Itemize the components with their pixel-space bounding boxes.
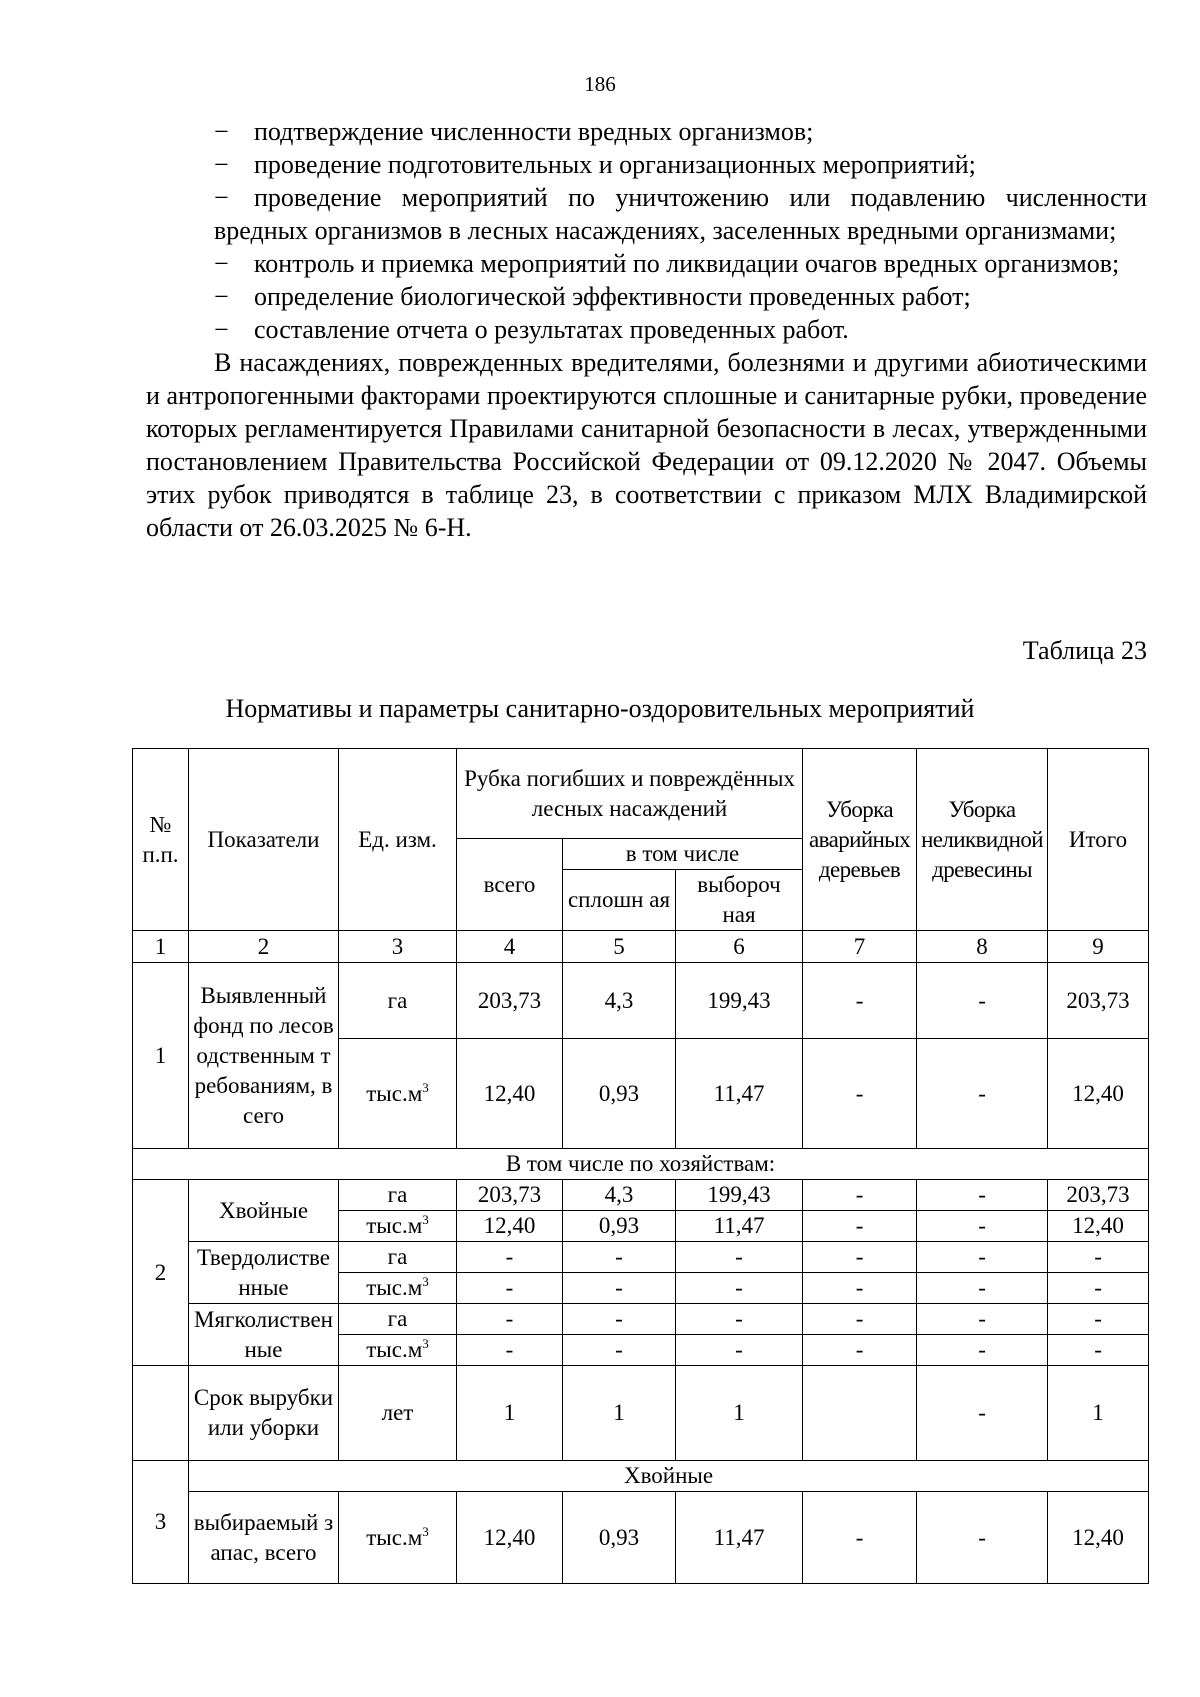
cell-value: - bbox=[917, 1242, 1048, 1273]
col-number: 9 bbox=[1048, 931, 1149, 963]
cell-value: 203,73 bbox=[1048, 963, 1149, 1039]
cell-value: 11,47 bbox=[676, 1492, 803, 1584]
cell-value: 1 bbox=[457, 1366, 563, 1461]
cell-value: - bbox=[803, 963, 917, 1039]
header-including: в том числе bbox=[563, 839, 803, 870]
col-number: 8 bbox=[917, 931, 1048, 963]
cell-value: 199,43 bbox=[676, 963, 803, 1039]
row-num: 1 bbox=[133, 963, 189, 1149]
cell-value: - bbox=[803, 1335, 917, 1366]
row-unit: га bbox=[339, 1242, 457, 1273]
bullet-item: − подтверждение численности вредных организмов; bbox=[214, 117, 814, 146]
row-unit: $тыс.м^3$ bbox=[339, 1492, 457, 1584]
cell-value: 4,3 bbox=[563, 963, 676, 1039]
table-label: Таблица 23 bbox=[1022, 636, 1147, 665]
group-label: Твердолиственные bbox=[189, 1242, 339, 1304]
header-nonliquid: Уборка неликвидной древесины bbox=[917, 749, 1048, 931]
cell-value: - bbox=[803, 1304, 917, 1335]
dash-marker: − bbox=[214, 282, 229, 311]
header-num: № п.п. bbox=[133, 749, 189, 931]
cell-value: 0,93 bbox=[563, 1492, 676, 1584]
norms-table bbox=[132, 748, 1149, 1584]
table-row bbox=[133, 1180, 1149, 1211]
cell-value: 11,47 bbox=[676, 1211, 803, 1242]
cell-value: - bbox=[917, 1180, 1048, 1211]
header-selective: выбороч ная bbox=[676, 870, 803, 931]
cell-value: 0,93 bbox=[563, 1039, 676, 1149]
dash-marker: − bbox=[214, 183, 229, 212]
cell-value: - bbox=[457, 1273, 563, 1304]
row-label: Выявленный фонд по лесоводственным требованиям, всего bbox=[189, 963, 339, 1149]
row-label: выбираемый запас, всего bbox=[189, 1492, 339, 1584]
cell-value: 11,47 bbox=[676, 1039, 803, 1149]
row-unit: лет bbox=[339, 1366, 457, 1461]
cell-value: 12,40 bbox=[1048, 1492, 1149, 1584]
header-unit: Ед. изм. bbox=[339, 749, 457, 931]
row-label: Срок вырубки или уборки bbox=[189, 1366, 339, 1461]
header-total-all: всего bbox=[457, 839, 563, 931]
group-label: Мягколиственные bbox=[189, 1304, 339, 1366]
bullet-item: − составление отчета о результатах проведенных работ. bbox=[214, 315, 849, 344]
row-num: 3 bbox=[133, 1461, 189, 1584]
cell-value: - bbox=[563, 1335, 676, 1366]
header-felling: Рубка погибших и повреждённых лесных насаждений bbox=[457, 749, 803, 839]
row-unit: $тыс.м^3$ bbox=[339, 1273, 457, 1304]
col-number: 2 bbox=[189, 931, 339, 963]
cell-value: - bbox=[917, 1039, 1048, 1149]
table-title: Нормативы и параметры санитарно-оздоровительных мероприятий bbox=[225, 694, 975, 723]
cell-value: - bbox=[917, 963, 1048, 1039]
cell-value: 12,40 bbox=[457, 1039, 563, 1149]
table-row bbox=[133, 1366, 1149, 1461]
header-indicators: Показатели bbox=[189, 749, 339, 931]
cell-value: - bbox=[1048, 1335, 1149, 1366]
farms-caption: В том числе по хозяйствам: bbox=[133, 1149, 1149, 1180]
cell-value: - bbox=[1048, 1242, 1149, 1273]
caption-row bbox=[133, 1149, 1149, 1180]
cell-value: - bbox=[917, 1273, 1048, 1304]
col-number: 7 bbox=[803, 931, 917, 963]
cell-value: 4,3 bbox=[563, 1180, 676, 1211]
column-number-row bbox=[133, 931, 1149, 963]
bullet-item: − проведение подготовительных и организационных мероприятий; bbox=[214, 150, 976, 179]
cell-value: - bbox=[803, 1492, 917, 1584]
row-unit: га bbox=[339, 1304, 457, 1335]
cell-value: 1 bbox=[676, 1366, 803, 1461]
table-header-row bbox=[133, 749, 1149, 839]
cell-value: 203,73 bbox=[1048, 1180, 1149, 1211]
cell-value: - bbox=[917, 1366, 1048, 1461]
body-text bbox=[146, 115, 1147, 544]
table-row bbox=[133, 1304, 1149, 1335]
header-total: Итого bbox=[1048, 749, 1149, 931]
cell-value: - bbox=[563, 1273, 676, 1304]
bullet-item: − определение биологической эффективности проведенных работ; bbox=[214, 282, 971, 311]
header-clear: сплошн ая bbox=[563, 870, 676, 931]
dash-marker: − bbox=[214, 315, 229, 344]
cell-value: - bbox=[803, 1242, 917, 1273]
cell-value: - bbox=[563, 1242, 676, 1273]
table-row bbox=[133, 963, 1149, 1039]
page-number: 186 bbox=[584, 72, 616, 96]
col-number: 5 bbox=[563, 931, 676, 963]
row-num bbox=[133, 1366, 189, 1461]
col-number: 3 bbox=[339, 931, 457, 963]
cell-value: - bbox=[803, 1211, 917, 1242]
row-unit: $тыс.м^3$ bbox=[339, 1039, 457, 1149]
cell-value: 12,40 bbox=[457, 1211, 563, 1242]
header-emergency: Уборка аварийных деревьев bbox=[803, 749, 917, 931]
cell-value: 203,73 bbox=[457, 963, 563, 1039]
group-label: Хвойные bbox=[189, 1180, 339, 1242]
dash-marker: − bbox=[214, 249, 229, 278]
cell-value bbox=[803, 1366, 917, 1461]
row-unit: га bbox=[339, 1180, 457, 1211]
cell-value: - bbox=[1048, 1273, 1149, 1304]
col-number: 4 bbox=[457, 931, 563, 963]
row-unit: $тыс.м^3$ bbox=[339, 1211, 457, 1242]
row-num: 2 bbox=[133, 1180, 189, 1366]
cell-value: - bbox=[457, 1304, 563, 1335]
cell-value: - bbox=[563, 1304, 676, 1335]
dash-marker: − bbox=[214, 150, 229, 179]
cell-value: - bbox=[1048, 1304, 1149, 1335]
bullet-item: − проведение мероприятий по уничтожению или подавлению численности вредных организмов в лесных насаждениях, заселенных вредными организмами; bbox=[214, 183, 1147, 245]
section-caption: Хвойные bbox=[189, 1461, 1149, 1492]
cell-value: 1 bbox=[563, 1366, 676, 1461]
cell-value: - bbox=[676, 1242, 803, 1273]
cell-value: 203,73 bbox=[457, 1180, 563, 1211]
dash-marker: − bbox=[214, 117, 229, 146]
col-number: 6 bbox=[676, 931, 803, 963]
bullet-item: − контроль и приемка мероприятий по ликвидации очагов вредных организмов; bbox=[214, 249, 1120, 278]
row-unit: га bbox=[339, 963, 457, 1039]
row-unit: $тыс.м^3$ bbox=[339, 1335, 457, 1366]
cell-value: 199,43 bbox=[676, 1180, 803, 1211]
cell-value: - bbox=[917, 1304, 1048, 1335]
table-row bbox=[133, 1492, 1149, 1584]
cell-value: - bbox=[917, 1211, 1048, 1242]
cell-value: 12,40 bbox=[457, 1492, 563, 1584]
cell-value: 12,40 bbox=[1048, 1211, 1149, 1242]
caption-row bbox=[133, 1461, 1149, 1492]
cell-value: 0,93 bbox=[563, 1211, 676, 1242]
cell-value: - bbox=[917, 1335, 1048, 1366]
cell-value: - bbox=[676, 1304, 803, 1335]
cell-value: - bbox=[803, 1039, 917, 1149]
cell-value: - bbox=[803, 1180, 917, 1211]
cell-value: - bbox=[803, 1273, 917, 1304]
cell-value: - bbox=[457, 1242, 563, 1273]
cell-value: 1 bbox=[1048, 1366, 1149, 1461]
cell-value: - bbox=[917, 1492, 1048, 1584]
cell-value: - bbox=[676, 1335, 803, 1366]
cell-value: - bbox=[457, 1335, 563, 1366]
table-row bbox=[133, 1242, 1149, 1273]
cell-value: - bbox=[676, 1273, 803, 1304]
body-paragraph: В насаждениях, поврежденных вредителями, болезнями и другими абиотическими и антропогенными факторами проектируются сплошные и санитарные рубки, проведение которых регламентируется Правилами санитарной безопасности в лесах, утвержденными постановлением Правительства Российской Федерации от 09.12.2020 № 2047. Объемы этих рубок приводятся в таблице 23, в соответствии с приказом МЛХ Владимирской области от 26.03.2025 № 6-Н. bbox=[146, 348, 1147, 542]
cell-value: 12,40 bbox=[1048, 1039, 1149, 1149]
col-number: 1 bbox=[133, 931, 189, 963]
